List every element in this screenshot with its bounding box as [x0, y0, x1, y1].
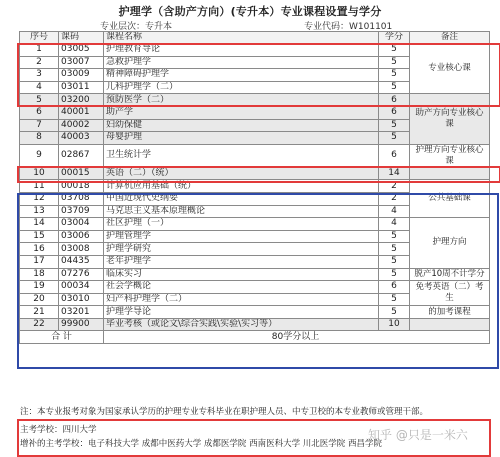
header-no: 序号 — [20, 32, 59, 44]
table-row — [20, 306, 490, 319]
course-credit: 4 — [379, 205, 410, 218]
table-row — [20, 180, 490, 193]
row-number: 20 — [20, 293, 59, 306]
table-row — [20, 144, 490, 167]
course-credit: 5 — [379, 293, 410, 306]
course-name: 预防医学（二） — [104, 94, 379, 107]
course-name: 中国近现代史纲要 — [104, 192, 379, 205]
main-school: 主考学校：四川大学 — [20, 425, 97, 435]
code-label: 专业代码：W101101 — [304, 22, 393, 32]
course-code: 03008 — [59, 243, 104, 256]
row-number: 21 — [20, 306, 59, 319]
course-name: 急救护理学 — [104, 56, 379, 69]
course-remark — [410, 167, 490, 180]
course-credit: 6 — [379, 281, 410, 294]
course-code: 04435 — [59, 255, 104, 268]
course-name: 母婴护理 — [104, 132, 379, 145]
course-code: 99900 — [59, 318, 104, 331]
total-label: 合 计 — [20, 331, 104, 344]
course-name: 护理学研究 — [104, 243, 379, 256]
course-name: 护理教育导论 — [104, 44, 379, 57]
course-credit: 6 — [379, 94, 410, 107]
course-credit: 4 — [379, 218, 410, 231]
course-name: 助产学 — [104, 106, 379, 119]
course-credit: 5 — [379, 44, 410, 57]
course-credit: 2 — [379, 192, 410, 205]
course-remark: 免考英语（二）考生 — [410, 281, 490, 306]
row-number: 11 — [20, 180, 59, 193]
course-credit: 5 — [379, 306, 410, 319]
row-number: 7 — [20, 119, 59, 132]
course-credit: 5 — [379, 243, 410, 256]
row-number: 13 — [20, 205, 59, 218]
course-code: 00015 — [59, 167, 104, 180]
course-name: 马克思主义基本原理概论 — [104, 205, 379, 218]
row-number: 3 — [20, 69, 59, 82]
course-code: 07276 — [59, 268, 104, 281]
row-number: 4 — [20, 81, 59, 94]
course-code: 00034 — [59, 281, 104, 294]
total-row — [20, 331, 490, 344]
course-credit: 2 — [379, 180, 410, 193]
course-remark: 公共基础课 — [410, 180, 490, 218]
course-code: 03005 — [59, 44, 104, 57]
course-credit: 5 — [379, 230, 410, 243]
course-code: 03010 — [59, 293, 104, 306]
row-number: 8 — [20, 132, 59, 145]
table-row — [20, 318, 490, 331]
course-name: 英语（二）（统） — [104, 167, 379, 180]
header-code: 课码 — [59, 32, 104, 44]
course-name: 儿科护理学（二） — [104, 81, 379, 94]
course-code: 03011 — [59, 81, 104, 94]
course-table — [19, 31, 490, 344]
row-number: 16 — [20, 243, 59, 256]
table-row — [20, 94, 490, 107]
course-credit: 5 — [379, 119, 410, 132]
row-number: 10 — [20, 167, 59, 180]
course-code: 40002 — [59, 119, 104, 132]
course-credit: 10 — [379, 318, 410, 331]
course-remark: 护理方向专业核心课 — [410, 144, 490, 167]
course-code: 40001 — [59, 106, 104, 119]
course-name: 毕业考核（或论文\综合实践\实验\实习等） — [104, 318, 379, 331]
course-name: 卫生统计学 — [104, 144, 379, 167]
row-number: 12 — [20, 192, 59, 205]
header-remark: 备注 — [410, 32, 490, 44]
row-number: 15 — [20, 230, 59, 243]
header-credit: 学分 — [379, 32, 410, 44]
course-remark: 的加考课程 — [410, 306, 490, 319]
course-credit: 5 — [379, 69, 410, 82]
row-number: 2 — [20, 56, 59, 69]
course-code: 00018 — [59, 180, 104, 193]
row-number: 5 — [20, 94, 59, 107]
row-number: 22 — [20, 318, 59, 331]
table-row — [20, 268, 490, 281]
course-code: 03004 — [59, 218, 104, 231]
course-remark — [410, 318, 490, 331]
course-credit: 5 — [379, 81, 410, 94]
table-row — [20, 44, 490, 57]
course-code: 03006 — [59, 230, 104, 243]
course-name: 妇产科护理学（二） — [104, 293, 379, 306]
course-code: 03200 — [59, 94, 104, 107]
table-row — [20, 218, 490, 231]
course-name: 护理学导论 — [104, 306, 379, 319]
course-name: 老年护理学 — [104, 255, 379, 268]
course-credit: 6 — [379, 144, 410, 167]
level-label: 专业层次：专升本 — [100, 22, 173, 32]
course-credit: 6 — [379, 106, 410, 119]
row-number: 9 — [20, 144, 59, 167]
added-schools: 增补的主考学校：电子科技大学 成都中医药大学 成都医学院 西南医科大学 川北医学院 西昌学院 — [20, 439, 383, 449]
row-number: 6 — [20, 106, 59, 119]
row-number: 18 — [20, 268, 59, 281]
watermark: 知乎 @只是一米六 — [368, 428, 468, 442]
course-code: 03708 — [59, 192, 104, 205]
course-code: 03009 — [59, 69, 104, 82]
page-title: 护理学（含助产方向）(专升本）专业课程设置与学分 — [118, 5, 382, 18]
total-value: 80学分以上 — [104, 331, 490, 344]
table-row — [20, 281, 490, 294]
course-code: 03201 — [59, 306, 104, 319]
course-name: 计算机应用基础（统） — [104, 180, 379, 193]
header-name: 课程名称 — [104, 32, 379, 44]
course-credit: 14 — [379, 167, 410, 180]
course-name: 精神障碍护理学 — [104, 69, 379, 82]
course-code: 03709 — [59, 205, 104, 218]
course-name: 社区护理（一） — [104, 218, 379, 231]
course-name: 护理管理学 — [104, 230, 379, 243]
course-code: 40003 — [59, 132, 104, 145]
course-name: 社会学概论 — [104, 281, 379, 294]
course-code: 03007 — [59, 56, 104, 69]
course-remark: 助产方向专业核心课 — [410, 94, 490, 144]
course-name: 临床实习 — [104, 268, 379, 281]
row-number: 17 — [20, 255, 59, 268]
course-remark: 脱产10周不计学分 — [410, 268, 490, 281]
row-number: 14 — [20, 218, 59, 231]
course-remark: 护理方向 — [410, 218, 490, 268]
table-row — [20, 167, 490, 180]
table-header-row — [20, 32, 490, 44]
course-credit: 5 — [379, 268, 410, 281]
course-credit: 5 — [379, 132, 410, 145]
course-remark: 专业核心课 — [410, 44, 490, 94]
note-text: 注：本专业报考对象为国家承认学历的护理专业专科毕业在职护理人员、中专卫校的本专业教师或管理干部。 — [20, 407, 429, 417]
course-code: 02867 — [59, 144, 104, 167]
course-credit: 5 — [379, 255, 410, 268]
row-number: 1 — [20, 44, 59, 57]
row-number: 19 — [20, 281, 59, 294]
course-credit: 5 — [379, 56, 410, 69]
course-name: 妇幼保健 — [104, 119, 379, 132]
